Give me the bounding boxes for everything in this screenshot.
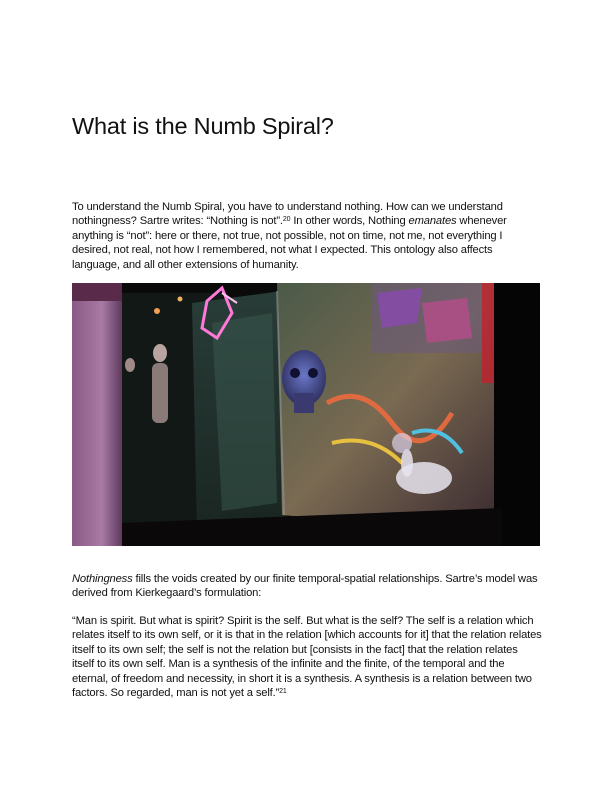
intro-text-middle: In other words, Nothing <box>290 215 409 228</box>
page-title: What is the Numb Spiral? <box>72 113 334 139</box>
photo-collage-image <box>72 283 540 546</box>
intro-emphasis: emanates <box>408 215 457 228</box>
intro-text-start: To understand the Numb Spiral, you have to understand nothing. How can we understand nothingness? Sartre writes: “Nothing is not”. <box>72 201 503 228</box>
kierkegaard-quote <box>72 614 542 700</box>
intro-paragraph <box>72 200 542 272</box>
nothingness-text: fills the voids created by our finite temporal-spatial relationships. Sartre’s model was derived from Kierkegaard’s formulation: <box>72 573 538 600</box>
quote-text: “Man is spirit. But what is spirit? Spirit is the self. But what is the self? The self is a relation which relates itself to its own self, or it is that in the relation [which accounts for it] that the relation relates itself to its own self; the self is not the relation but [consists in the fact] that the relation relates itself to its own self. Man is a synthesis of the infinite and the finite, of the temporal and the eternal, of freedom and necessity, in short it is a synthesis. A synthesis is a relation between two factors. So regarded, man is not yet a self.” <box>72 615 542 700</box>
footnote-ref-21[interactable]: 21 <box>279 688 287 696</box>
nothingness-emphasis: Nothingness <box>72 573 133 585</box>
footnote-ref-20[interactable]: 20 <box>282 216 291 224</box>
collage-photo <box>72 283 540 546</box>
intro-text-end: whenever anything is “not”: here or there, not true, not possible, not on time, not me, not everything I desired, not real, not how I remembered, not what I expected. This ontology also affects language, and all other extensions of humanity. <box>72 215 507 271</box>
nothingness-paragraph <box>72 572 542 601</box>
